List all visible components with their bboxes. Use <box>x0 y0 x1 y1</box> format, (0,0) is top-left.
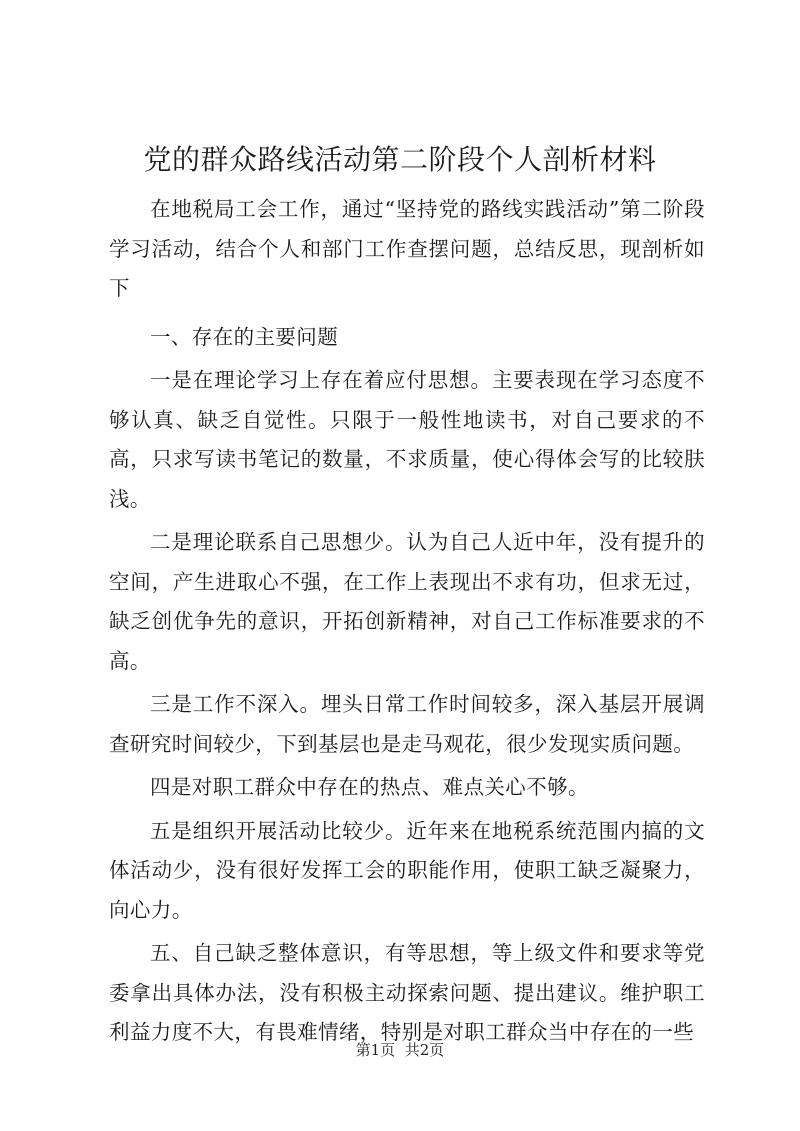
paragraph-intro: 在地税局工会工作，通过“坚持党的路线实践活动”第二阶段学习活动，结合个人和部门工作查摆问题，总结反思，现剖析如下 <box>109 197 705 300</box>
paragraph-problem-1: 一是在理论学习上存在着应付思想。主要表现在学习态度不够认真、缺乏自觉性。只限于一般性地读书，对自己要求的不高，只求写读书笔记的数量，不求质量，使心得体会写的比较肤浅。 <box>109 368 705 511</box>
paragraph-problem-4: 四是对职工群众中存在的热点、难点关心不够。 <box>150 775 589 799</box>
paragraph-problem-2: 二是理论联系自己思想少。认为自己人近中年，没有提升的空间，产生进取心不强，在工作上表现出不求有功，但求无过，缺乏创优争先的意识，开拓创新精神，对自己工作标准要求的不高。 <box>109 530 705 673</box>
page-total: 共2页 <box>404 1041 445 1059</box>
document-body <box>109 190 705 1053</box>
paragraph-problem-6: 五、自己缺乏整体意识，有等思想，等上级文件和要求等党委拿出具体办法，没有积极主动探索问题、提出建议。维护职工利益力度不大，有畏难情绪，特别是对职工群众当中存在的一些 <box>109 941 705 1044</box>
paragraph-problem-5: 五是组织开展活动比较少。近年来在地税系统范围内搞的文体活动少，没有很好发挥工会的职能作用，使职工缺乏凝聚力，向心力。 <box>109 818 705 922</box>
document-title: 党的群众路线活动第二阶段个人剖析材料 <box>143 143 657 176</box>
section-heading-main-problems: 一、存在的主要问题 <box>150 324 339 349</box>
page-footer <box>0 1039 800 1061</box>
paragraph-problem-3: 三是工作不深入。埋头日常工作时间较多，深入基层开展调查研究时间较少，下到基层也是走马观花，很少发现实质问题。 <box>109 692 705 756</box>
page-number: 第1页 <box>355 1041 396 1059</box>
